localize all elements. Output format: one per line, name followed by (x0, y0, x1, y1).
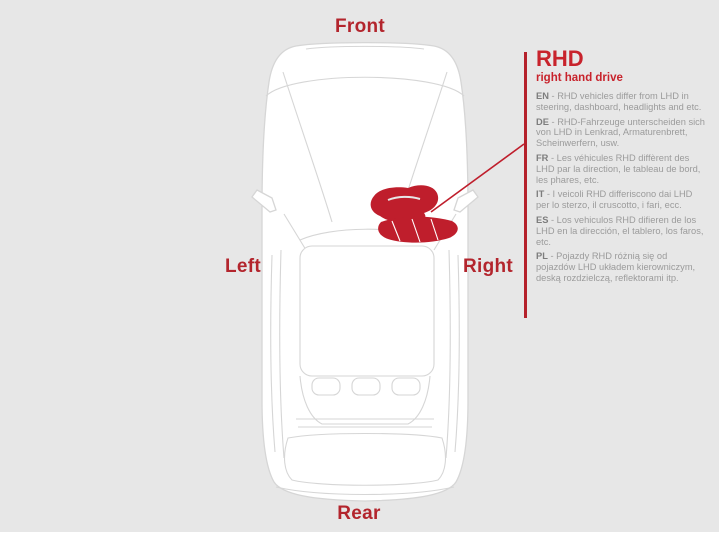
rhd-info-panel (536, 47, 708, 288)
language-code: FR (536, 153, 549, 164)
label-front: Front (334, 16, 386, 37)
dashboard-highlight (378, 217, 458, 243)
label-rear: Rear (337, 503, 381, 524)
label-right: Right (462, 256, 514, 277)
entry-separator: - (544, 189, 553, 200)
entry-separator: - (548, 153, 557, 164)
entry-separator: - (548, 116, 558, 127)
info-panel-accent-bar (524, 52, 527, 318)
language-code: EN (536, 91, 549, 102)
label-left: Left (224, 256, 262, 277)
language-text: RHD vehicles differ from LHD in steering, dashboard, headlights and etc. (536, 91, 702, 112)
language-entry (536, 117, 708, 149)
language-text: Les véhicules RHD diffèrent des LHD par la direction, le tableau de bord, les phares, etc. (536, 153, 701, 185)
entry-separator: - (548, 91, 558, 102)
language-entry (536, 153, 708, 185)
language-text: I veicoli RHD differiscono dai LHD per lo sterzo, il cruscotto, i fari, ecc. (536, 189, 693, 211)
panel-subtitle: right hand drive (536, 72, 623, 85)
language-entry (536, 251, 708, 283)
panel-title: RHD (536, 46, 584, 71)
language-code: PL (536, 251, 548, 262)
entry-separator: - (547, 251, 557, 262)
language-text: RHD-Fahrzeuge unterscheiden sich von LHD in Lenkrad, Armaturenbrett, Scheinwerfern, usw. (536, 116, 705, 149)
language-text: Los vehiculos RHD difieren de los LHD en la dirección, el tablero, los faros, etc. (536, 215, 704, 247)
language-entries (536, 91, 708, 284)
language-entry (536, 189, 708, 211)
entry-separator: - (548, 215, 557, 226)
headrest-left (312, 378, 340, 395)
language-entry (536, 215, 708, 247)
roof-panel (300, 246, 434, 376)
language-code: ES (536, 215, 549, 226)
language-code: IT (536, 189, 545, 200)
bottom-white-strip (0, 532, 719, 539)
headrest-center (352, 378, 380, 395)
language-text: Pojazdy RHD różnią się od pojazdów LHD układem kierowniczym, deską rozdzielczą, reflektorami itp. (536, 251, 696, 284)
language-entry (536, 91, 708, 113)
headrest-right (392, 378, 420, 395)
language-code: DE (536, 116, 549, 127)
